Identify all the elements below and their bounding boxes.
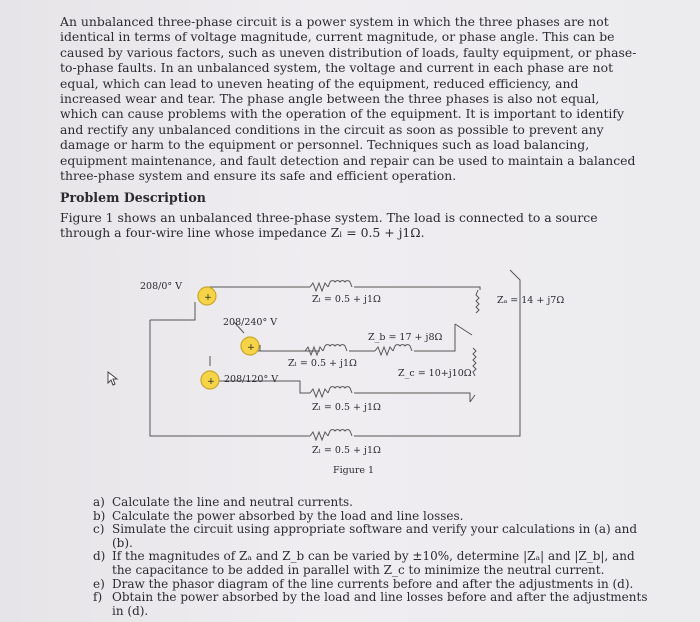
question-list	[93, 496, 653, 618]
label-source-c: 208/120° V	[224, 374, 279, 385]
problem-description: Figure 1 shows an unbalanced three-phase system. The load is connected to a source through a four-wire line whose impedance Zₗ = 0.5 + j1Ω.	[60, 210, 598, 241]
wire-za-join	[455, 324, 472, 335]
svg-text:+: +	[204, 292, 212, 303]
resistor-zb	[375, 347, 393, 355]
question-item: a) Calculate the line and neutral currents.	[93, 495, 353, 509]
label-line-z-top: Zₗ = 0.5 + j1Ω	[312, 294, 381, 305]
label-load-za: Zₐ = 14 + j7Ω	[497, 295, 565, 306]
source-a	[198, 287, 216, 305]
question-item: e) Draw the phasor diagram of the line currents before and after the adjustments in (d).	[93, 576, 634, 591]
resistor-low	[310, 389, 328, 397]
source-c	[201, 371, 219, 389]
source-b	[241, 337, 259, 355]
mouse-cursor-icon	[107, 371, 121, 387]
label-load-zb: Z_b = 17 + j8Ω	[368, 332, 443, 343]
resistor-neutral	[310, 432, 328, 440]
intro-paragraph: An unbalanced three-phase circuit is a power system in which the three phases are not identical in terms of voltage magnitude, current magnitude, or phase angle. This can be caused by various factors, such as uneven distribution of loads, faulty equipment, or phase-to-phase faults. In an unbalanced system, the voltage and current in each phase are not equal, which can lead to uneven heating of the equipment, reduced efficiency, and increased wear and tear. The phase angle between the three phases is also not equal, which can cause problems with the operation of the equipment. It is important to identify and rectify any unbalanced conditions in the circuit as soon as possible to prevent any damage or harm to the equipment or personnel. Techniques such as load balancing, equipment maintenance, and fault detection and repair can be used to maintain a balanced three-phase system and ensure its safe and efficient operation.	[60, 14, 637, 184]
wire-zc-low	[470, 395, 475, 402]
question-item: d) If the magnitudes of Zₐ and Z_b can be varied by ±10%, determine |Zₐ| and |Z_b|, and the capacitance to be added in parallel with Z_c to minimize the neutral current.	[93, 549, 635, 577]
svg-text:+: +	[207, 376, 215, 387]
inductor-neutral	[328, 430, 352, 436]
wire-top-right	[354, 287, 480, 290]
wire-line-a	[207, 287, 310, 296]
question-item: c) Simulate the circuit using appropriate software and verify your calculations in (a) and (b).	[93, 522, 638, 550]
problem-heading: Problem Description	[60, 190, 206, 205]
figure-caption: Figure 1	[333, 465, 375, 476]
label-source-a: 208/0° V	[140, 281, 183, 292]
question-item: f) Obtain the power absorbed by the load and line losses before and after the adjustments in (d).	[93, 590, 648, 618]
resistor-top	[310, 283, 328, 291]
question-item: b) Calculate the power absorbed by the load and line losses.	[93, 508, 464, 523]
svg-text:+: +	[247, 342, 255, 353]
label-load-zc: Z_c = 10+j10Ω	[398, 368, 472, 379]
label-line-z-low: Zₗ = 0.5 + j1Ω	[312, 402, 381, 413]
inductor-top	[328, 281, 352, 287]
inductor-mid	[323, 345, 347, 351]
inductor-low	[328, 387, 352, 393]
load-zc-coil	[473, 348, 476, 376]
label-source-b: 208/240° V	[223, 317, 278, 328]
label-line-z-neutral: Zₗ = 0.5 + j1Ω	[312, 445, 381, 456]
load-za-coil	[476, 290, 479, 313]
label-line-z-mid: Zₗ = 0.5 + j1Ω	[288, 358, 357, 369]
